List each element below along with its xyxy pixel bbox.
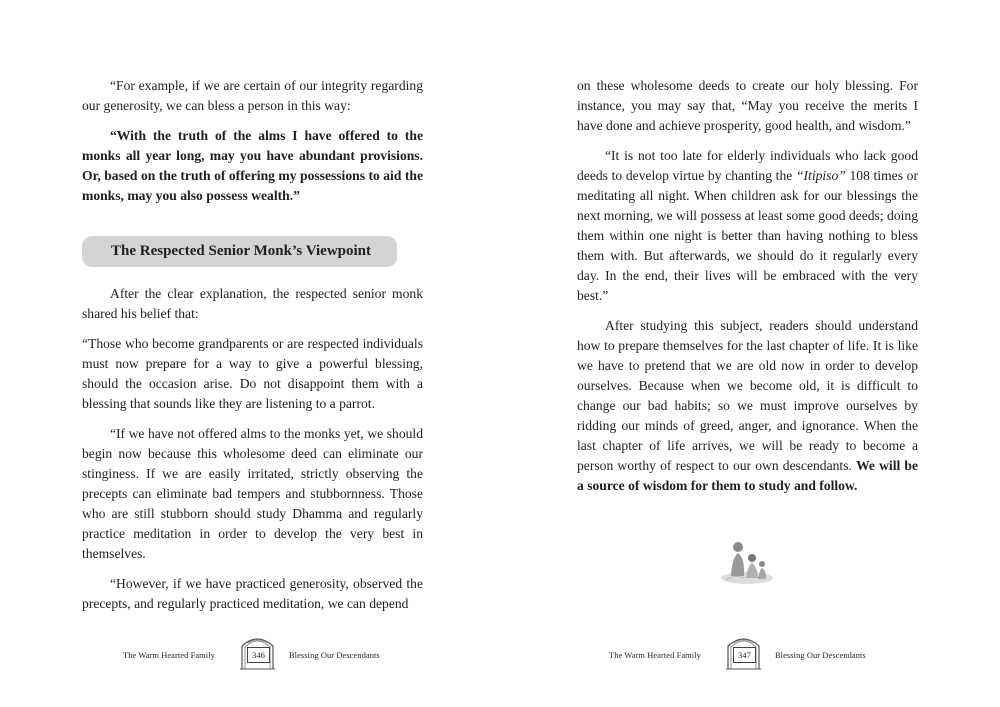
section-heading: The Respected Senior Monk’s Viewpoint [82, 236, 397, 267]
page-number: 346 [247, 647, 270, 663]
right-footer [500, 633, 1000, 673]
paragraph: “If we have not offered alms to the monks yet, we should begin now because this wholesome deed can eliminate our stinginess. If we are easily irritated, strictly observing the precepts can eliminate bad tempers and stubbornness. Those who are still stubborn should study Dhamma and regularly practice meditation in order to develop the very best in themselves. [82, 426, 423, 561]
paragraph-text: After studying this subject, readers should understand how to prepare themselves for the last chapter of life. It is like we have to pretend that we are old now in order to develop ourselves. Because when we become old, it is difficult to change our bad habits; so we must improve ourselves by ridding our minds of greed, anger, and ignorance. When the last chapter of life arrives, we will be ready to become a person worthy of respect to our own descendants. [577, 318, 918, 473]
footer-book-title: The Warm Hearted Family [609, 651, 701, 660]
left-footer [0, 633, 500, 673]
right-page [500, 0, 1000, 707]
footer-book-title: The Warm Hearted Family [123, 651, 215, 660]
page-number: 347 [733, 647, 756, 663]
page-number-frame [239, 633, 276, 670]
left-text-column [82, 76, 423, 624]
chant-name: “Itipiso” [795, 168, 846, 183]
paragraph [577, 146, 918, 306]
paragraph: on these wholesome deeds to create our holy blessing. For instance, you may say that, “May you receive the merits I have done and achieve prosperity, good health, and wisdom.” [577, 78, 918, 133]
paragraph-text: 108 times or meditating all night. When children ask for our blessings the next morning, we will possess at least some good deeds; doing them within one night is better than having nothing to bless them with. But afterwards, we should do it regularly every day. In the end, their lives will be embraced with the very best.” [577, 168, 918, 303]
paragraph-text: “It is not too late for elderly individuals who lack good deeds to develop virtue by chanting the [577, 148, 918, 183]
paragraph: “Those who become grandparents or are respected individuals must now prepare for a way to give a powerful blessing, should the occasion arise. Do not disappoint them with a blessing that sounds like they are listening to a parrot. [82, 336, 423, 411]
paragraph: “For example, if we are certain of our integrity regarding our generosity, we can bless a person in this way: [82, 78, 423, 113]
paragraph: “However, if we have practiced generosity, observed the precepts, and regularly practiced meditation, we can depend [82, 576, 423, 611]
family-illustration-icon [720, 538, 775, 586]
right-text-column [577, 76, 918, 506]
page-number-frame [725, 633, 762, 670]
footer-chapter-title: Blessing Our Descendants [289, 651, 380, 660]
bold-blessing-quote: “With the truth of the alms I have offered to the monks all year long, may you have abundant provisions. Or, based on the truth of offering my possessions to aid the monks, may you also possess wealth.” [82, 128, 423, 203]
footer-chapter-title: Blessing Our Descendants [775, 651, 866, 660]
bold-conclusion: We will be a source of wisdom for them to study and follow. [577, 458, 919, 493]
paragraph [577, 316, 918, 496]
paragraph: After the clear explanation, the respected senior monk shared his belief that: [82, 286, 423, 321]
